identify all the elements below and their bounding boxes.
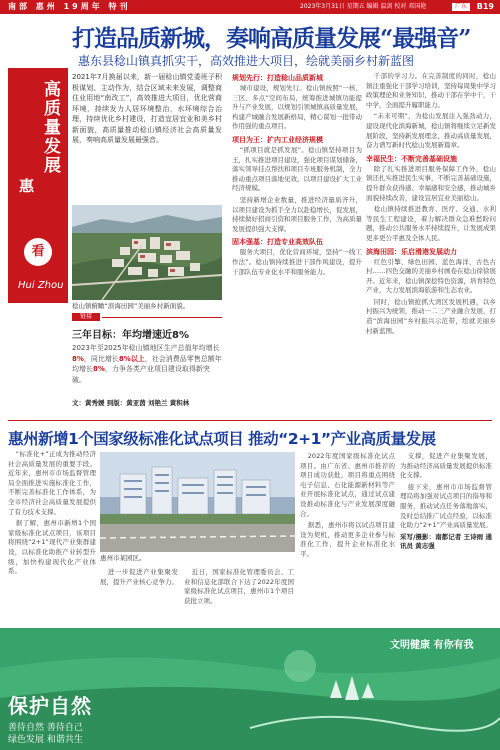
link-header: [72, 312, 222, 322]
bottom-column-4: [400, 452, 492, 554]
ad-slogan: 文明健康 有你有我: [390, 640, 474, 651]
link-divider: [102, 317, 222, 318]
goal-text-part: ，同比增长: [83, 354, 119, 363]
section-heading: 项目为王：扩内工业经济规模: [232, 135, 323, 144]
paragraph: 支撑，促进产业集聚发展，为推动经济高质量发展提供标准化支撑。: [400, 452, 492, 480]
paragraph: 据了解，惠州市新增1个国家级标准化试点项目，该项目将围绕“2+1”现代产业集群建设，以标准化助推产业转型升级，加快构建现代化产业体系。: [8, 519, 96, 576]
paragraph: 接下来，惠州市市场监督管理局将加强对试点项目的指导和服务，推动试点任务落地落实，及时总结推广试点经验，以标准化助力“2+1”产业高质量发展。: [400, 482, 492, 530]
masthead-badge: 广东: [452, 3, 470, 11]
article-column-2: [366, 72, 496, 338]
section-heading: 幸福民生：不断完善基础设施: [366, 154, 457, 163]
goal-figure: 8%: [93, 365, 105, 373]
paragraph: 据悉，惠州市将以试点项目建设为契机，推动更多企业参与标准化工作，提升企业标准化水平。: [300, 521, 395, 558]
paragraph: 千部的学习力。在完善制度的同时，稔山镇注重强化干部学习培训，坚持每周集中学习政策理论和业务知识，推动干部在学中干，干中学，全面提升履职能力。: [366, 72, 496, 109]
article-byline: 文：黄秀媛 到版：黄亚茵 刘艳兰 黄积林: [72, 399, 190, 407]
paragraph: “抓项目就是抓发展”。稔山镇坚持项目为王，扎实推进项目建设，强化项目谋划储备，落实领导挂点帮扶和项目专班服务机制，全力推动重点项目落地见效，以项目建设扩大工业经济规模。: [232, 145, 362, 193]
bottom-column-1: [8, 450, 96, 579]
intro-paragraph: 2021年7月换届以来，新一届稔山镇党委班子积极谋划、主动作为，结合区域未来发展，调整商住业用地“南改工”，高效推进大项目，优化营商环境，持续发力人居环境整治，水环境综合治理，持续优化乡村建设，打造宜居宜业和美乡村新面貌，高质量推动稔山镇经济社会高质量发展，奏响高质量发展最强音。: [72, 73, 222, 144]
aerial-town-photo: [72, 205, 222, 300]
section-heading: 规划先行：打造稔山品质新城: [232, 74, 323, 82]
goal-text-part: ，力争各类产业项目建设取得新突破。: [72, 365, 210, 384]
main-headline: 打造品质新城，奏响高质量发展“最强音”: [72, 25, 471, 52]
paragraph: 近日，国家标准化管理委员会、工业和信息化部联合下达了2022年度国家级标准化试点项目，惠州市1个项目获批立项。: [184, 568, 294, 605]
sidebar-city: 惠: [17, 178, 35, 195]
sub-headline: 惠东县稔山镇真抓实干，高效推进大项目，绘就美丽乡村新蓝图: [78, 54, 415, 68]
paragraph: 坚持新增企业数量，推进经济量质齐升，以项目建设为抓手全力以赴稳增长，促发展，持续做好招商引资和项目服务工作，为高质量发展提供强大支撑。: [232, 195, 362, 233]
paragraph: 同时，稔山镇抢抓大湾区发展机遇，以乡村振兴为统领，推动一二三产业融合发展，打造“滨海田园”乡村振兴示范带，绘就美丽乡村新蓝图。: [366, 297, 496, 335]
link-tag: 链接: [72, 313, 100, 321]
article-credit: 采写/摄影：南都记者 王诗雨 通讯员 黄志强: [400, 532, 492, 551]
feature-sidebar: [8, 68, 68, 303]
paragraph: “未来可期”，为稔山发展注入强劲动力，建设现代化滨海新城，稔山镇将继续立足新发展阶段，坚持新发展理念，推动高质量发展，奋力谱写新时代稔山发展新篇章。: [366, 112, 496, 150]
paragraph: 稔山镇持续推进教育、医疗、交通、水利等民生工程建设，着力解决群众急难愁盼问题，推动公共服务水平持续提升，让发展成果更多更公平惠及全体人民。: [366, 205, 496, 242]
goal-figure: 8%: [72, 354, 84, 363]
goal-text-part: 2023年至2025年稔山镇地区生产总值年均增长: [72, 344, 220, 352]
sidebar-signature: Hui Zhou: [18, 280, 64, 291]
ad-line-1: 善待自然 善待自己: [8, 723, 83, 733]
goal-figure: 8%以上: [118, 354, 145, 363]
goal-text: [72, 343, 222, 385]
section-heading: 固本强基：打造专业高效队伍: [232, 238, 323, 247]
bottom-column-2: [100, 568, 178, 589]
sidebar-seal: 看: [24, 238, 52, 266]
paragraph: 红色引擎、绿色田园、蓝色海洋，古色古村……四色交融的美丽乡村画卷在稔山徐徐展开。近年来，稔山镇深挖特色资源，培育特色产业，大力发展滨海旅游和生态农业。: [366, 257, 496, 295]
section-heading: 滨海田园：乐启滑港发展动力: [366, 247, 457, 256]
section-divider: [8, 420, 492, 421]
paragraph: 进一步促进产业集聚发展，提升产业核心竞争力。: [100, 568, 178, 586]
paragraph: 除了扎实推进项目服务保障工作外，稔山镇还扎实推进民生实事，不断完善基础设施，提升群众获得感、幸福感和安全感，推动城乡面貌持续改善，建设宜居宜业美丽稔山。: [366, 164, 496, 202]
masthead-bar: [0, 0, 500, 14]
second-headline: 惠州新增1个国家级标准化试点项目 推动“2+1”产业高质量发展: [8, 430, 436, 448]
page-number: B19: [476, 2, 494, 11]
paragraph: 城市建设，规划先行。稔山镇按照“一核、三区、多点”空间布局，统筹推进城镇功能提升与产业发展，以规划引领城镇高质量发展，构建产城融合发展新格局，精心谋划一批带动作用强的重点项目。: [232, 84, 362, 131]
paragraph: “标准化+”正成为推动经济社会高质量发展的重要手段。近年来，惠州市市场监督管理局全面推进实施标准化工作，不断完善标准化工作体系，为全市经济社会高质量发展提供了有力技术支撑。: [8, 450, 96, 516]
ad-line-2: 绿色发展 和谐共生: [8, 735, 83, 745]
public-service-ad: [0, 628, 500, 750]
goal-text-part: ，社会消费品零售总额年均增长: [72, 354, 222, 373]
sidebar-title: 高质量发展: [40, 80, 60, 175]
bottom-column-3: [300, 452, 395, 562]
goal-title: 三年目标：年均增速近8%: [72, 330, 189, 341]
industrial-park-photo: [100, 452, 295, 552]
park-photo-illustration: [100, 452, 295, 552]
bottom-column-2b: [184, 568, 294, 608]
ad-title: 保护自然: [8, 694, 92, 718]
article-column-1: [232, 72, 362, 279]
paragraph: 服务大项目，优化营商环境，坚持“一线工作法”。稔山镇持续推进干部作风建设，提升干部队伍专业化水平和服务能力。: [232, 248, 362, 276]
masthead-date: 2023年3月31日 星期五 编辑 温剑 校对 邓国艳: [300, 3, 427, 10]
photo-caption: 稔山镇俯瞰“滨海田园”美丽乡村新面貌。: [72, 302, 190, 310]
paragraph: 2022年度国家级标准化试点项目。由广东省、惠州市推荐的项目成功获批，项目将重点围绕电子信息、石化能源新材料等产业开展标准化试点，通过试点建设推动标准化与产业发展深度融合。: [300, 452, 395, 518]
masthead-section: 南部 惠州 19周年 特刊: [8, 2, 131, 11]
park-photo-caption: 惠州市某园区。: [100, 554, 146, 562]
aerial-photo-illustration: [72, 205, 222, 300]
